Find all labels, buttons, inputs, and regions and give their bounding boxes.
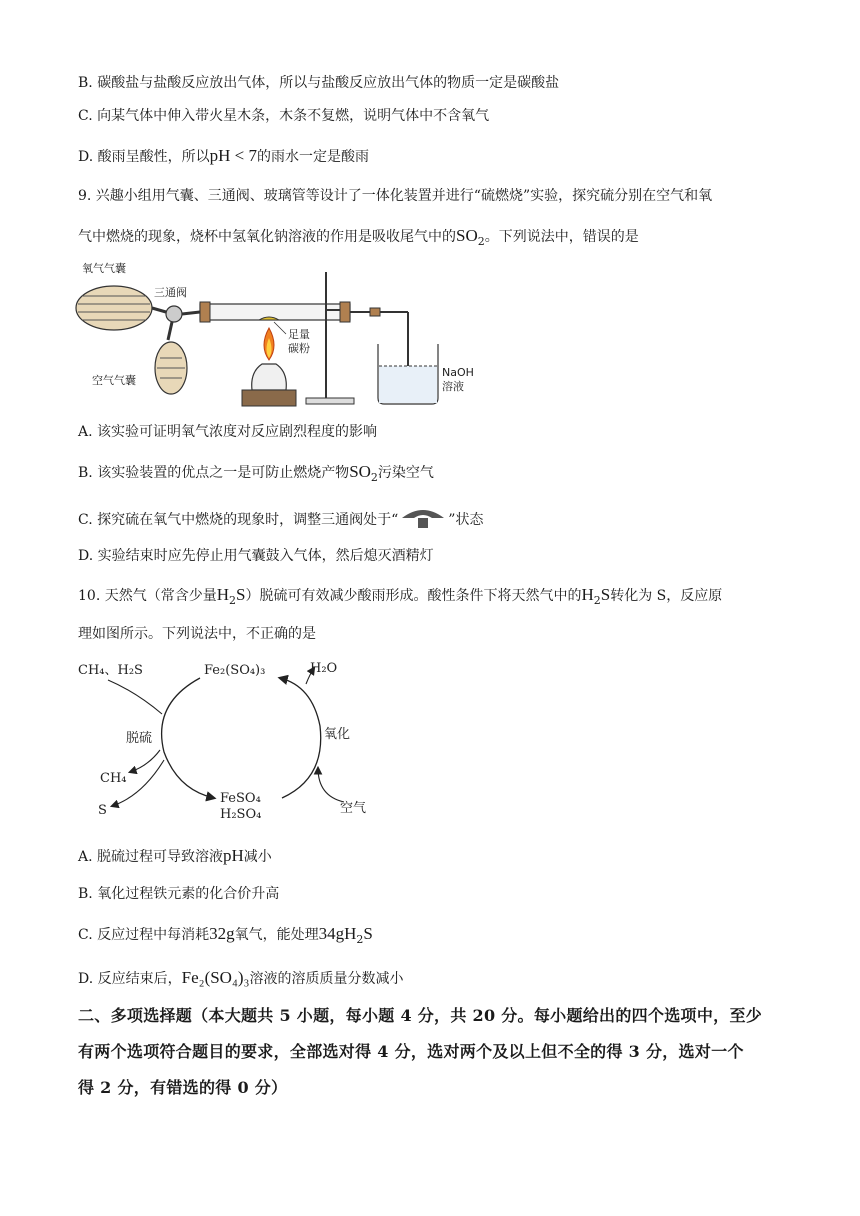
h2so4-label: H₂SO₄ — [220, 807, 262, 822]
iron-stand-base — [306, 398, 354, 404]
fe2so43-formula: Fe₂(SO₄)₃ — [181, 968, 250, 987]
desulfurization-label: 脱硫 — [126, 731, 153, 746]
q9-stem-text: 气中燃烧的现象，烧杯中氢氧化钠溶液的作用是吸收尾气中的 — [78, 229, 456, 245]
oxidation-label: 氧化 — [324, 727, 351, 742]
q10-option-d-text: D. 反应结束后， — [78, 971, 182, 987]
ph-symbol: pH — [223, 846, 244, 865]
h2s-subscript: 2 — [593, 594, 601, 607]
h2s-mass: 34gH — [318, 924, 357, 943]
q9-stem-tail: 。下列说法中，错误的是 — [484, 229, 639, 245]
input-label: CH₄、H₂S — [78, 663, 143, 678]
q8-option-b: B. 碳酸盐与盐酸反应放出气体，所以与盐酸反应放出气体的物质一定是碳酸盐 — [78, 75, 560, 91]
h2s-mass-s: S — [363, 924, 373, 943]
q8-option-d-tail: 的雨水一定是酸雨 — [257, 149, 370, 165]
section2-line1: 二、多项选择题（本大题共 5 小题，每小题 4 分，共 20 分。每小题给出的四个选项中，至少 — [78, 1006, 763, 1025]
q9-option-c-text: C. 探究硫在氧气中燃烧的现象时，调整三通阀处于“ — [78, 512, 399, 528]
input-arrow — [108, 680, 162, 714]
so2-formula: SO — [349, 462, 371, 481]
h2s-formula-s: S — [600, 585, 611, 604]
oxidation-arc — [280, 678, 321, 798]
sulfur-label-1: 足量 — [288, 328, 310, 341]
q9-option-a: A. 该实验可证明氧气浓度对反应剧烈程度的影响 — [78, 424, 378, 440]
naoh-solution — [379, 366, 437, 403]
q10-option-c — [78, 924, 373, 950]
q10-stem-text: 10. 天然气（常含少量 — [78, 588, 217, 604]
feso4-label: FeSO₄ — [220, 791, 261, 806]
alcohol-lamp — [252, 364, 287, 390]
q10-option-d — [78, 968, 403, 989]
valve-state-icon — [398, 506, 448, 530]
so2-subscript: 2 — [477, 235, 485, 248]
oxygen-tube — [152, 308, 166, 312]
q10-option-c-mid: 氧气，能处理 — [234, 927, 319, 943]
q8-option-d-text: D. 酸雨呈酸性，所以 — [78, 149, 210, 165]
q10-stem-line2: 理如图所示。下列说法中，不正确的是 — [78, 626, 316, 642]
s-output-label: S — [98, 803, 107, 818]
air-bag-label: 空气气囊 — [92, 374, 136, 387]
h2s-formula-s: S — [236, 585, 246, 604]
oxygen-mass: 32g — [209, 924, 235, 943]
section2-line2: 有两个选项符合题目的要求，全部选对得 4 分，选对两个及以上但不全的得 3 分，选对一个 — [78, 1042, 744, 1061]
h2s-subscript: 2 — [356, 933, 364, 946]
so2-formula: SO — [456, 226, 478, 245]
q9-stem-line1: 9. 兴趣小组用气囊、三通阀、玻璃管等设计了一体化装置并进行“硫燃烧”实验，探究硫分别在空气和氧 — [78, 188, 713, 204]
water-label: H₂O — [310, 661, 338, 676]
q9-stem-line2 — [78, 226, 639, 252]
q9-option-c-tail: ”状态 — [448, 512, 484, 528]
fe2so43-label: Fe₂(SO₄)₃ — [204, 663, 266, 678]
sulfur-combustion-apparatus — [74, 258, 474, 410]
desulfurization-arc — [162, 678, 214, 798]
q9-option-b-tail: 污染空气 — [377, 465, 434, 481]
q10-option-a-text: A. 脱硫过程可导致溶液 — [78, 849, 224, 865]
oxygen-bag — [76, 286, 152, 330]
h2s-subscript: 2 — [229, 594, 236, 607]
valve-label: 三通阀 — [154, 286, 187, 299]
q9-option-b — [78, 462, 434, 488]
q10-stem-line1 — [78, 585, 722, 611]
q10-stem-mid: ）脱硫可有效减少酸雨形成。酸性条件下将天然气中的 — [245, 588, 582, 604]
q9-option-d: D. 实验结束时应先停止用气囊鼓入气体，然后熄灭酒精灯 — [78, 548, 434, 564]
ph-expression: pH < 7 — [209, 146, 258, 165]
naoh-label-1: NaOH — [442, 366, 474, 379]
q10-option-c-text: C. 反应过程中每消耗 — [78, 927, 210, 943]
q9-option-c — [78, 506, 483, 530]
q8-option-c: C. 向某气体中伸入带火星木条，木条不复燃，说明气体中不含氧气 — [78, 108, 490, 124]
ch4-output-label: CH₄ — [100, 771, 127, 786]
air-tube — [168, 322, 172, 340]
q9-option-b-text: B. 该实验装置的优点之一是可防止燃烧产物 — [78, 465, 350, 481]
sulfur-label-2: 碳粉 — [288, 342, 310, 355]
oxygen-bag-label: 氧气气囊 — [82, 262, 126, 275]
q10-option-d-tail: 溶液的溶质质量分数减小 — [249, 971, 404, 987]
q8-option-d — [78, 146, 369, 167]
naoh-label-2: 溶液 — [442, 380, 464, 393]
stopper-left — [200, 302, 210, 322]
q10-stem-tail: 转化为 S，反应原 — [610, 588, 723, 604]
q10-option-b: B. 氧化过程铁元素的化合价升高 — [78, 886, 280, 902]
h2s-formula: H — [581, 585, 594, 604]
q10-option-a — [78, 846, 272, 867]
air-label: 空气 — [340, 801, 367, 816]
h2s-formula: H — [216, 585, 229, 604]
air-arrow — [318, 768, 344, 802]
stopper-right — [340, 302, 350, 322]
desulfurization-cycle-diagram — [74, 656, 384, 826]
lamp-base — [242, 390, 296, 406]
three-way-valve — [166, 306, 182, 322]
section2-line3: 得 2 分，有错选的得 0 分） — [78, 1078, 288, 1097]
so2-subscript: 2 — [370, 471, 378, 484]
q10-option-a-tail: 减小 — [243, 849, 272, 865]
ch4-output-arrow — [130, 750, 160, 772]
